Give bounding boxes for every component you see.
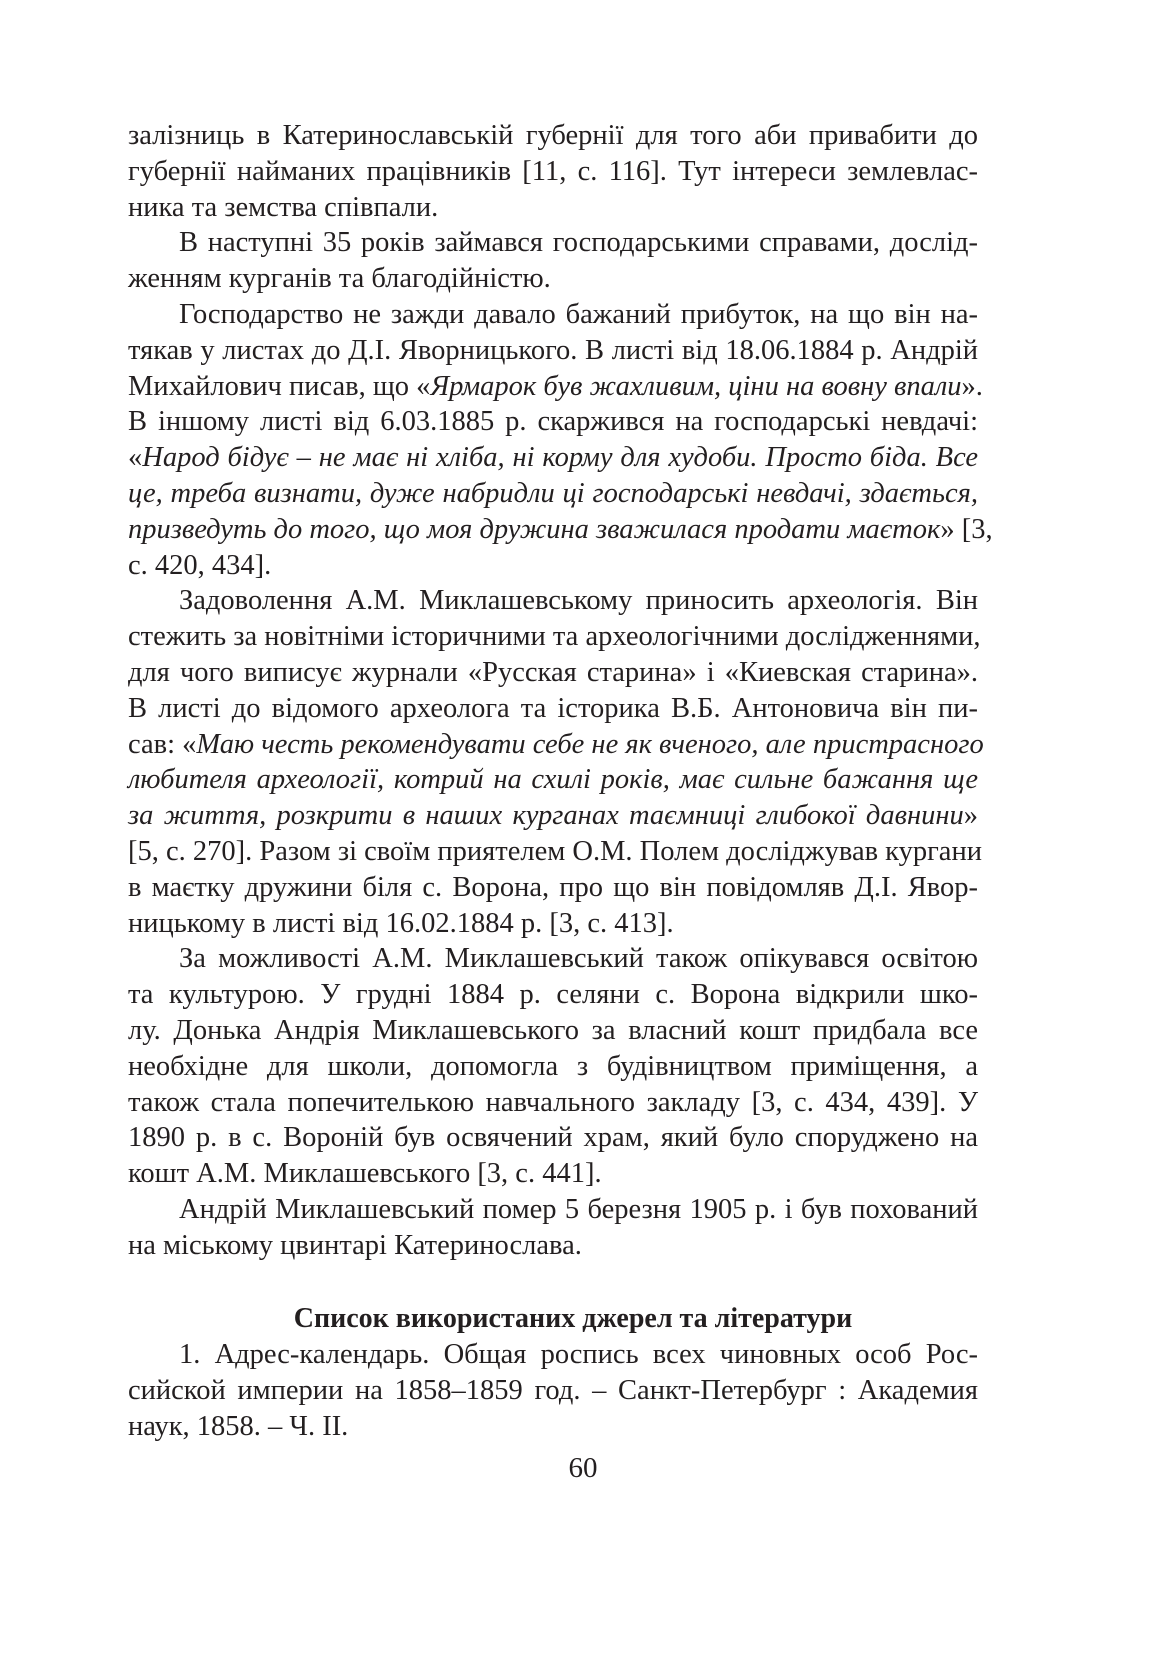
italic-quote: Ярмарок був жахливим, ціни на вовну впали xyxy=(430,370,962,402)
text-run: в маєтку дружини біля с. Ворона, про що він повідомляв Д.І. Явор- xyxy=(128,871,978,903)
text-run: Андрій Миклашевський помер 5 березня 1905 р. і був похований xyxy=(179,1193,978,1225)
text-line xyxy=(128,691,978,727)
text-run: ника та земства співпали. xyxy=(128,191,439,223)
text-line xyxy=(128,870,978,906)
text-run: » [3, xyxy=(940,513,993,545)
text-run: [5, с. 270]. Разом зі своїм приятелем О.М. Полем досліджував кургани xyxy=(128,835,982,867)
text-run: сав: « xyxy=(128,728,197,760)
text-line xyxy=(128,798,978,834)
text-run: залізниць в Катеринославській губернії для того аби привабити до xyxy=(128,120,978,151)
text-line xyxy=(128,440,978,476)
italic-quote: це, треба визнати, дуже набридли ці господарські невдачі, здається, xyxy=(128,477,978,509)
text-run: наук, 1858. – Ч. ІІ. xyxy=(128,1410,349,1442)
text-line xyxy=(128,619,981,655)
text-run: необхідне для школи, допомогла з будівництвом приміщення, а xyxy=(128,1050,978,1082)
references-heading: Список використаних джерел та літератури xyxy=(293,1302,853,1334)
text-run: Задоволення А.М. Миклашевському приносить археологія. Він xyxy=(179,585,978,617)
body-paragraph xyxy=(128,583,984,941)
text-line xyxy=(128,154,978,190)
text-line xyxy=(128,727,984,763)
text-line xyxy=(128,297,978,333)
text-line xyxy=(128,655,978,691)
text-run: В наступні 35 років займався господарськими справами, дослід- xyxy=(179,227,978,259)
text-line xyxy=(128,333,978,369)
text-run: губернії найманих працівників [11, с. 116]. Тут інтереси землевлас- xyxy=(128,155,978,187)
references-list xyxy=(128,1337,978,1444)
italic-quote: Маю честь рекомендувати себе не як вченого, але пристрасного xyxy=(196,728,984,760)
text-run: 1. Адрес-календарь. Общая роспись всех чиновных особ Рос- xyxy=(179,1339,978,1371)
page-body xyxy=(128,118,993,1445)
text-run: В іншому листі від 6.03.1885 р. скаржився на господарські невдачі: xyxy=(128,406,978,438)
text-run: с. 420, 434]. xyxy=(128,549,272,581)
text-line xyxy=(128,1120,978,1156)
text-run: Михайлович писав, що « xyxy=(128,370,431,402)
text-run: та культурою. У грудні 1884 р. селяни с. Ворона відкрили шко- xyxy=(128,979,978,1011)
text-run: ». xyxy=(961,370,983,402)
text-run: » xyxy=(963,800,978,832)
body-paragraph xyxy=(128,225,978,297)
text-line xyxy=(128,1373,978,1409)
text-run: тякав у листах до Д.І. Яворницького. В листі від 18.06.1884 р. Андрій xyxy=(128,334,978,366)
text-line xyxy=(128,404,978,440)
text-line xyxy=(128,762,978,798)
text-line xyxy=(128,512,993,548)
text-line xyxy=(128,548,978,584)
text-line xyxy=(128,977,978,1013)
text-line xyxy=(128,941,978,977)
text-line xyxy=(128,1085,978,1121)
italic-quote: призведуть до того, що моя дружина зважилася продати маєток xyxy=(128,513,941,545)
body-paragraph xyxy=(128,297,993,583)
italic-quote: Народ бідує – не має ні хліба, ні корму для худоби. Просто біда. Все xyxy=(142,442,978,474)
italic-quote: за життя, розкрити в наших курганах таємниці глибокої давнини xyxy=(128,800,964,832)
text-line xyxy=(128,1228,978,1264)
text-run: « xyxy=(128,442,143,474)
text-line xyxy=(128,583,978,619)
body-paragraph xyxy=(128,1192,978,1264)
text-run: В листі до відомого археолога та історика В.Б. Антоновича він пи- xyxy=(128,692,978,724)
text-run: сийской империи на 1858–1859 год. – Санкт-Петербург : Академия xyxy=(128,1375,978,1407)
text-line xyxy=(128,225,978,261)
text-run: лу. Донька Андрія Миклашевського за власний кошт придбала все xyxy=(128,1014,978,1046)
ref-paragraph xyxy=(128,1337,978,1444)
text-run: Господарство не зажди давало бажаний прибуток, на що він на- xyxy=(179,298,978,330)
text-line xyxy=(128,1337,978,1373)
text-line xyxy=(128,1409,978,1445)
text-run: женням курганів та благодійністю. xyxy=(128,263,551,295)
text-line xyxy=(128,1156,978,1192)
text-line xyxy=(128,190,978,226)
text-line xyxy=(128,369,983,405)
text-line xyxy=(128,906,978,942)
text-run: кошт А.М. Миклашевського [3, с. 441]. xyxy=(128,1158,602,1190)
italic-quote: любителя археології, котрий на схилі років, має сильне бажання ще xyxy=(128,764,978,796)
text-run: стежить за новітніми історичними та археологічними дослідженнями, xyxy=(128,621,981,653)
text-line xyxy=(128,834,982,870)
text-line xyxy=(128,261,978,297)
text-line xyxy=(128,118,978,154)
body-paragraph xyxy=(128,941,978,1192)
body-paragraph xyxy=(128,118,978,225)
text-run: ницькому в листі від 16.02.1884 р. [3, с. 413]. xyxy=(128,907,674,939)
text-line xyxy=(128,476,978,512)
body-text xyxy=(128,118,993,1264)
text-run: За можливості А.М. Миклашевський також опікувався освітою xyxy=(179,943,978,975)
text-line xyxy=(128,1049,978,1085)
text-run: 1890 р. в с. Вороній був освячений храм, який було споруджено на xyxy=(128,1122,978,1154)
text-run: на міському цвинтарі Катеринослава. xyxy=(128,1229,582,1261)
text-run: також стала попечителькою навчального закладу [3, с. 434, 439]. У xyxy=(128,1086,978,1118)
text-line xyxy=(128,1192,978,1228)
text-run: для чого виписує журнали «Русская старина» і «Киевская старина». xyxy=(128,656,978,688)
text-line xyxy=(128,1013,978,1049)
page-number: 60 xyxy=(568,1452,598,1484)
